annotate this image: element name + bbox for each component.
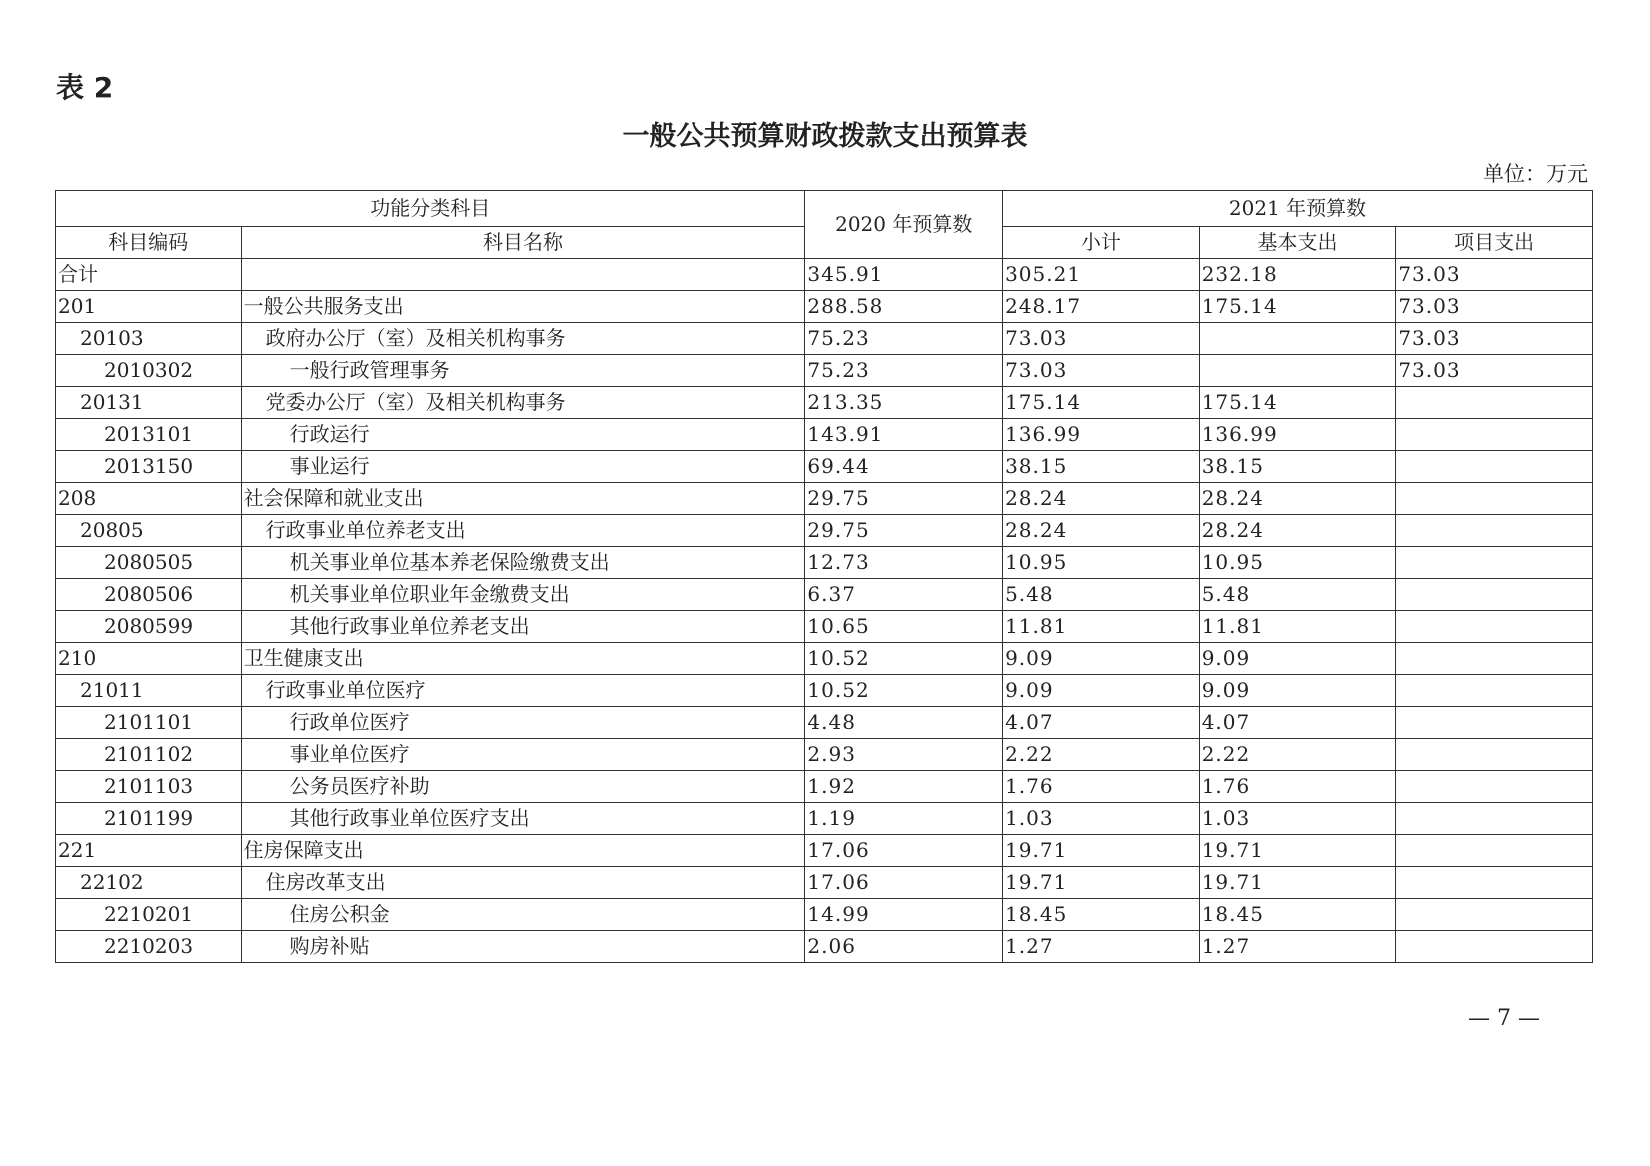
cell-budget-2020: 143.91 bbox=[805, 419, 1003, 451]
cell-project bbox=[1396, 739, 1593, 771]
cell-basic: 136.99 bbox=[1199, 419, 1396, 451]
cell-name: 购房补贴 bbox=[241, 931, 805, 963]
table-row bbox=[56, 771, 1593, 803]
cell-name: 公务员医疗补助 bbox=[241, 771, 805, 803]
cell-budget-2020: 6.37 bbox=[805, 579, 1003, 611]
cell-subtotal: 4.07 bbox=[1003, 707, 1200, 739]
table-row bbox=[56, 675, 1593, 707]
page-title: 一般公共预算财政拨款支出预算表 bbox=[622, 121, 1028, 152]
cell-code: 22102 bbox=[56, 867, 242, 899]
cell-subtotal: 9.09 bbox=[1003, 675, 1200, 707]
cell-name: 政府办公厅（室）及相关机构事务 bbox=[241, 323, 805, 355]
header-code: 科目编码 bbox=[56, 227, 242, 259]
table-row bbox=[56, 515, 1593, 547]
cell-basic bbox=[1199, 323, 1396, 355]
cell-basic: 232.18 bbox=[1199, 259, 1396, 291]
table-row bbox=[56, 323, 1593, 355]
cell-name: 其他行政事业单位医疗支出 bbox=[241, 803, 805, 835]
cell-budget-2020: 345.91 bbox=[805, 259, 1003, 291]
cell-budget-2020: 69.44 bbox=[805, 451, 1003, 483]
cell-subtotal: 19.71 bbox=[1003, 835, 1200, 867]
cell-budget-2020: 4.48 bbox=[805, 707, 1003, 739]
cell-subtotal: 9.09 bbox=[1003, 643, 1200, 675]
cell-basic: 1.03 bbox=[1199, 803, 1396, 835]
cell-code: 2013101 bbox=[56, 419, 242, 451]
cell-code: 2101102 bbox=[56, 739, 242, 771]
cell-code: 2101103 bbox=[56, 771, 242, 803]
unit-label: 单位：万元 bbox=[1483, 162, 1588, 186]
cell-code: 2101101 bbox=[56, 707, 242, 739]
cell-code: 2210203 bbox=[56, 931, 242, 963]
cell-code: 20131 bbox=[56, 387, 242, 419]
cell-project bbox=[1396, 835, 1593, 867]
cell-project bbox=[1396, 675, 1593, 707]
cell-basic: 9.09 bbox=[1199, 675, 1396, 707]
cell-subtotal: 1.76 bbox=[1003, 771, 1200, 803]
table-body bbox=[56, 191, 1593, 963]
header-project: 项目支出 bbox=[1396, 227, 1593, 259]
cell-budget-2020: 17.06 bbox=[805, 867, 1003, 899]
table-row bbox=[56, 643, 1593, 675]
cell-budget-2020: 10.52 bbox=[805, 643, 1003, 675]
table-row bbox=[56, 291, 1593, 323]
table-row bbox=[56, 579, 1593, 611]
cell-basic: 175.14 bbox=[1199, 291, 1396, 323]
cell-name: 其他行政事业单位养老支出 bbox=[241, 611, 805, 643]
cell-name: 事业运行 bbox=[241, 451, 805, 483]
cell-project bbox=[1396, 515, 1593, 547]
cell-code: 合计 bbox=[56, 259, 242, 291]
table-label: 表 2 bbox=[56, 71, 114, 104]
page-number: — 7 — bbox=[1468, 1006, 1540, 1031]
cell-basic: 5.48 bbox=[1199, 579, 1396, 611]
cell-project bbox=[1396, 483, 1593, 515]
cell-code: 2080506 bbox=[56, 579, 242, 611]
cell-budget-2020: 17.06 bbox=[805, 835, 1003, 867]
cell-budget-2020: 75.23 bbox=[805, 323, 1003, 355]
cell-project bbox=[1396, 419, 1593, 451]
cell-name: 行政事业单位医疗 bbox=[241, 675, 805, 707]
cell-budget-2020: 2.93 bbox=[805, 739, 1003, 771]
cell-project: 73.03 bbox=[1396, 291, 1593, 323]
table-row bbox=[56, 419, 1593, 451]
cell-budget-2020: 12.73 bbox=[805, 547, 1003, 579]
cell-name: 行政事业单位养老支出 bbox=[241, 515, 805, 547]
table-row bbox=[56, 483, 1593, 515]
cell-project: 73.03 bbox=[1396, 355, 1593, 387]
cell-project bbox=[1396, 931, 1593, 963]
cell-subtotal: 175.14 bbox=[1003, 387, 1200, 419]
cell-budget-2020: 10.52 bbox=[805, 675, 1003, 707]
cell-code: 20103 bbox=[56, 323, 242, 355]
cell-basic: 18.45 bbox=[1199, 899, 1396, 931]
cell-name: 机关事业单位职业年金缴费支出 bbox=[241, 579, 805, 611]
cell-subtotal: 19.71 bbox=[1003, 867, 1200, 899]
table-row bbox=[56, 259, 1593, 291]
header-row-1 bbox=[56, 191, 1593, 227]
cell-budget-2020: 288.58 bbox=[805, 291, 1003, 323]
header-budget-2021: 2021 年预算数 bbox=[1003, 191, 1593, 227]
cell-basic: 2.22 bbox=[1199, 739, 1396, 771]
cell-code: 2210201 bbox=[56, 899, 242, 931]
cell-project: 73.03 bbox=[1396, 323, 1593, 355]
cell-name: 行政运行 bbox=[241, 419, 805, 451]
cell-basic: 19.71 bbox=[1199, 835, 1396, 867]
cell-name: 一般公共服务支出 bbox=[241, 291, 805, 323]
cell-code: 221 bbox=[56, 835, 242, 867]
cell-project bbox=[1396, 611, 1593, 643]
table-row bbox=[56, 387, 1593, 419]
cell-project bbox=[1396, 867, 1593, 899]
cell-project bbox=[1396, 643, 1593, 675]
cell-project bbox=[1396, 387, 1593, 419]
cell-subtotal: 1.27 bbox=[1003, 931, 1200, 963]
cell-basic bbox=[1199, 355, 1396, 387]
cell-basic: 19.71 bbox=[1199, 867, 1396, 899]
cell-basic: 28.24 bbox=[1199, 515, 1396, 547]
table-row bbox=[56, 867, 1593, 899]
header-budget-2020: 2020 年预算数 bbox=[805, 191, 1003, 259]
cell-subtotal: 11.81 bbox=[1003, 611, 1200, 643]
cell-project bbox=[1396, 899, 1593, 931]
cell-name bbox=[241, 259, 805, 291]
cell-budget-2020: 1.19 bbox=[805, 803, 1003, 835]
cell-name: 社会保障和就业支出 bbox=[241, 483, 805, 515]
cell-budget-2020: 75.23 bbox=[805, 355, 1003, 387]
table-row bbox=[56, 355, 1593, 387]
cell-basic: 28.24 bbox=[1199, 483, 1396, 515]
cell-subtotal: 18.45 bbox=[1003, 899, 1200, 931]
cell-project bbox=[1396, 451, 1593, 483]
table-row bbox=[56, 739, 1593, 771]
cell-name: 事业单位医疗 bbox=[241, 739, 805, 771]
cell-code: 208 bbox=[56, 483, 242, 515]
table-row bbox=[56, 611, 1593, 643]
cell-subtotal: 73.03 bbox=[1003, 323, 1200, 355]
cell-name: 住房改革支出 bbox=[241, 867, 805, 899]
header-function-category: 功能分类科目 bbox=[56, 191, 805, 227]
cell-code: 2080505 bbox=[56, 547, 242, 579]
cell-basic: 1.27 bbox=[1199, 931, 1396, 963]
cell-code: 2101199 bbox=[56, 803, 242, 835]
cell-subtotal: 248.17 bbox=[1003, 291, 1200, 323]
cell-name: 机关事业单位基本养老保险缴费支出 bbox=[241, 547, 805, 579]
cell-basic: 9.09 bbox=[1199, 643, 1396, 675]
cell-subtotal: 305.21 bbox=[1003, 259, 1200, 291]
header-subtotal: 小计 bbox=[1003, 227, 1200, 259]
cell-code: 21011 bbox=[56, 675, 242, 707]
cell-budget-2020: 29.75 bbox=[805, 483, 1003, 515]
table-row bbox=[56, 451, 1593, 483]
cell-code: 2080599 bbox=[56, 611, 242, 643]
cell-subtotal: 28.24 bbox=[1003, 483, 1200, 515]
table-row bbox=[56, 707, 1593, 739]
header-basic: 基本支出 bbox=[1199, 227, 1396, 259]
table-row bbox=[56, 803, 1593, 835]
cell-budget-2020: 213.35 bbox=[805, 387, 1003, 419]
cell-name: 住房公积金 bbox=[241, 899, 805, 931]
cell-subtotal: 1.03 bbox=[1003, 803, 1200, 835]
cell-basic: 175.14 bbox=[1199, 387, 1396, 419]
cell-code: 20805 bbox=[56, 515, 242, 547]
cell-basic: 1.76 bbox=[1199, 771, 1396, 803]
cell-subtotal: 2.22 bbox=[1003, 739, 1200, 771]
cell-subtotal: 28.24 bbox=[1003, 515, 1200, 547]
cell-basic: 4.07 bbox=[1199, 707, 1396, 739]
cell-subtotal: 10.95 bbox=[1003, 547, 1200, 579]
table-row bbox=[56, 899, 1593, 931]
cell-project bbox=[1396, 803, 1593, 835]
cell-subtotal: 5.48 bbox=[1003, 579, 1200, 611]
cell-budget-2020: 14.99 bbox=[805, 899, 1003, 931]
budget-table bbox=[55, 190, 1593, 963]
table-row bbox=[56, 835, 1593, 867]
cell-budget-2020: 1.92 bbox=[805, 771, 1003, 803]
cell-name: 行政单位医疗 bbox=[241, 707, 805, 739]
cell-code: 210 bbox=[56, 643, 242, 675]
cell-basic: 11.81 bbox=[1199, 611, 1396, 643]
cell-project: 73.03 bbox=[1396, 259, 1593, 291]
cell-name: 党委办公厅（室）及相关机构事务 bbox=[241, 387, 805, 419]
header-name: 科目名称 bbox=[241, 227, 805, 259]
cell-code: 201 bbox=[56, 291, 242, 323]
cell-code: 2010302 bbox=[56, 355, 242, 387]
table-row bbox=[56, 931, 1593, 963]
cell-subtotal: 136.99 bbox=[1003, 419, 1200, 451]
cell-name: 一般行政管理事务 bbox=[241, 355, 805, 387]
cell-subtotal: 38.15 bbox=[1003, 451, 1200, 483]
cell-budget-2020: 29.75 bbox=[805, 515, 1003, 547]
cell-name: 卫生健康支出 bbox=[241, 643, 805, 675]
cell-name: 住房保障支出 bbox=[241, 835, 805, 867]
cell-project bbox=[1396, 771, 1593, 803]
cell-basic: 10.95 bbox=[1199, 547, 1396, 579]
cell-code: 2013150 bbox=[56, 451, 242, 483]
table-row bbox=[56, 547, 1593, 579]
cell-subtotal: 73.03 bbox=[1003, 355, 1200, 387]
cell-project bbox=[1396, 579, 1593, 611]
cell-budget-2020: 10.65 bbox=[805, 611, 1003, 643]
cell-budget-2020: 2.06 bbox=[805, 931, 1003, 963]
cell-project bbox=[1396, 547, 1593, 579]
cell-basic: 38.15 bbox=[1199, 451, 1396, 483]
cell-project bbox=[1396, 707, 1593, 739]
